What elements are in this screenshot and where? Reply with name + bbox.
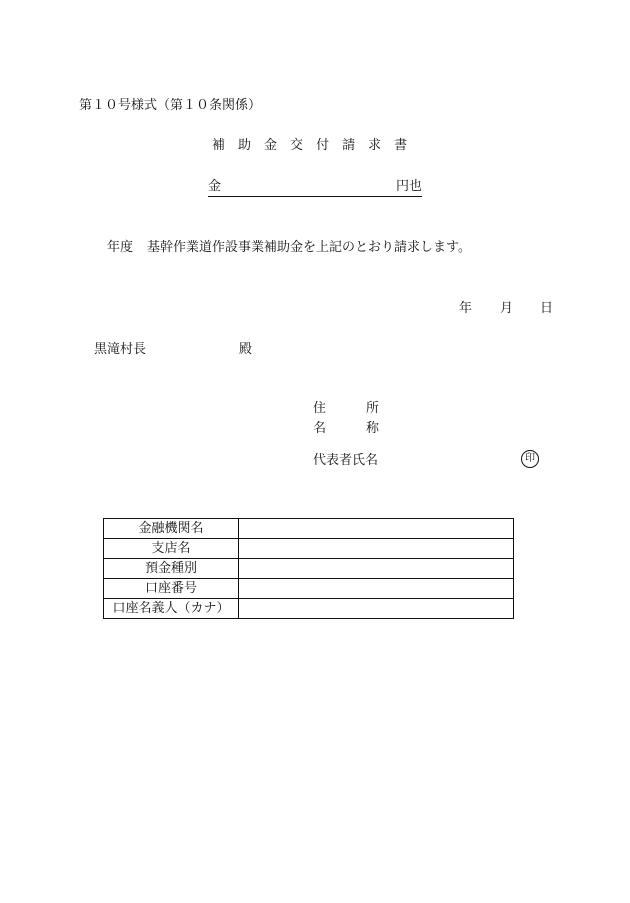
title-char: 求 [368, 138, 382, 153]
bank-name-field[interactable] [239, 519, 514, 539]
account-holder-field[interactable] [239, 599, 514, 619]
table-row [104, 559, 514, 579]
title-char: 書 [394, 138, 408, 153]
branch-name-label: 支店名 [104, 539, 239, 559]
form-number: 第１０号様式（第１０条関係） [79, 98, 262, 113]
title-char: 交 [290, 138, 304, 153]
branch-name-field[interactable] [239, 539, 514, 559]
date-month-label: 月 [500, 301, 514, 316]
name-label-part2: 称 [366, 421, 380, 436]
date-year-label: 年 [459, 301, 473, 316]
seal-icon: 印 [521, 450, 539, 468]
account-holder-label: 口座名義人（カナ） [104, 599, 239, 619]
title-char: 補 [212, 138, 226, 153]
title-char: 付 [316, 138, 330, 153]
address-label-part2: 所 [366, 401, 380, 416]
account-number-label: 口座番号 [104, 579, 239, 599]
table-row [104, 579, 514, 599]
name-label-part1: 名 [313, 421, 327, 436]
addressee-honorific: 殿 [239, 342, 253, 357]
amount-suffix: 円也 [396, 179, 423, 194]
deposit-type-label: 預金種別 [104, 559, 239, 579]
table-row [104, 599, 514, 619]
document-title [212, 139, 420, 152]
deposit-type-field[interactable] [239, 559, 514, 579]
address-label-part1: 住 [313, 401, 327, 416]
fiscal-year-label: 年度 [107, 240, 134, 255]
title-char: 助 [238, 138, 252, 153]
addressee-name: 黒滝村長 [94, 342, 147, 357]
table-row [104, 519, 514, 539]
request-statement: 基幹作業道作設事業補助金を上記のとおり請求します。 [147, 240, 471, 255]
title-char: 請 [342, 138, 356, 153]
amount-field[interactable] [208, 180, 422, 197]
bank-account-table [103, 518, 514, 619]
representative-name-label: 代表者氏名 [313, 453, 379, 468]
date-day-label: 日 [540, 301, 554, 316]
table-row [104, 539, 514, 559]
title-char: 金 [264, 138, 278, 153]
amount-prefix: 金 [208, 179, 222, 194]
bank-name-label: 金融機関名 [104, 519, 239, 539]
account-number-field[interactable] [239, 579, 514, 599]
